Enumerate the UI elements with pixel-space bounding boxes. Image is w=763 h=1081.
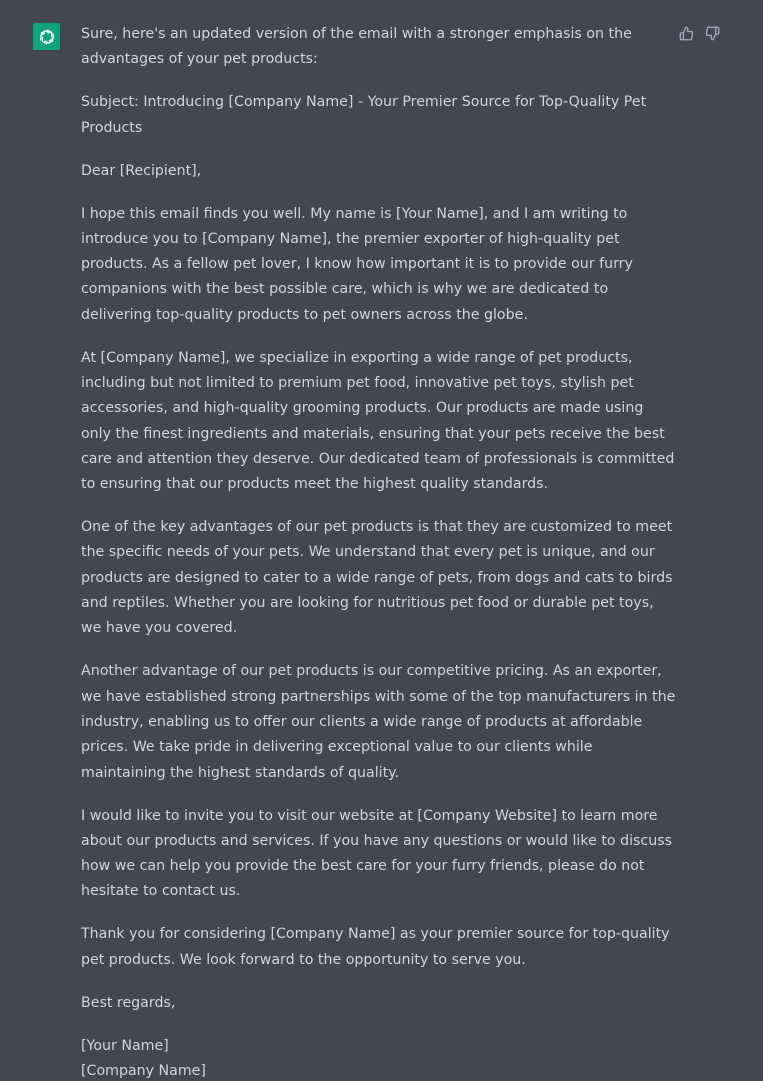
message-paragraph: Sure, here's an updated version of the email with a stronger emphasis on the advantages of your pet products: [81, 26, 632, 68]
signature-name: [Your Name] [81, 1037, 169, 1054]
signature-company: [Company Name] [81, 1062, 206, 1079]
message-paragraph: At [Company Name], we specialize in exporting a wide range of pet products, including but not limited to premium pet food, innovative pet toys, stylish pet accessories, and high-quality grooming products. Our products are made using only the finest ingredients and materials, ensuring that your pets receive the best care and attention they deserve. Our dedicated team of professionals is committed to ensuring that our products meet the highest quality standards. [81, 349, 675, 493]
feedback-buttons [678, 25, 720, 41]
message-paragraph: I hope this email finds you well. My name is [Your Name], and I am writing to introduce you to [Company Name], the premier exporter of high-quality pet products. As a fellow pet lover, I know how important it is to provide our furry companions with the best possible care, which is why we are dedicated to delivering top-quality products to pet owners across the globe. [81, 205, 633, 323]
message-content [81, 22, 676, 1081]
thumbs-up-icon [679, 26, 694, 41]
message-paragraph: Dear [Recipient], [81, 162, 202, 179]
assistant-avatar [33, 23, 60, 50]
message-paragraph: Best regards, [81, 994, 176, 1011]
message-paragraph: One of the key advantages of our pet products is that they are customized to meet the specific needs of your pets. We understand that every pet is unique, and our products are designed to cater to a wide range of pets, from dogs and cats to birds and reptiles. Whether you are looking for nutritious pet food or durable pet toys, we have you covered. [81, 519, 673, 637]
openai-logo-icon [37, 27, 57, 47]
thumbs-up-button[interactable] [678, 25, 694, 41]
message-paragraph: I would like to invite you to visit our website at [Company Website] to learn more about our products and services. If you have any questions or would like to discuss how we can help you provide the best care for your furry friends, please do not hesitate to contact us. [81, 807, 672, 900]
message-paragraph: Another advantage of our pet products is our competitive pricing. As an exporter, we have established strong partnerships with some of the top manufacturers in the industry, enabling us to offer our clients a wide range of products at affordable prices. We take pride in delivering exceptional value to our clients while maintaining the highest standards of quality. [81, 663, 676, 781]
message-paragraph: Subject: Introducing [Company Name] - Your Premier Source for Top-Quality Pet Products [81, 94, 647, 136]
thumbs-down-button[interactable] [704, 25, 720, 41]
thumbs-down-icon [705, 26, 720, 41]
message-paragraph: Thank you for considering [Company Name] as your premier source for top-quality pet products. We look forward to the opportunity to serve you. [81, 926, 670, 968]
